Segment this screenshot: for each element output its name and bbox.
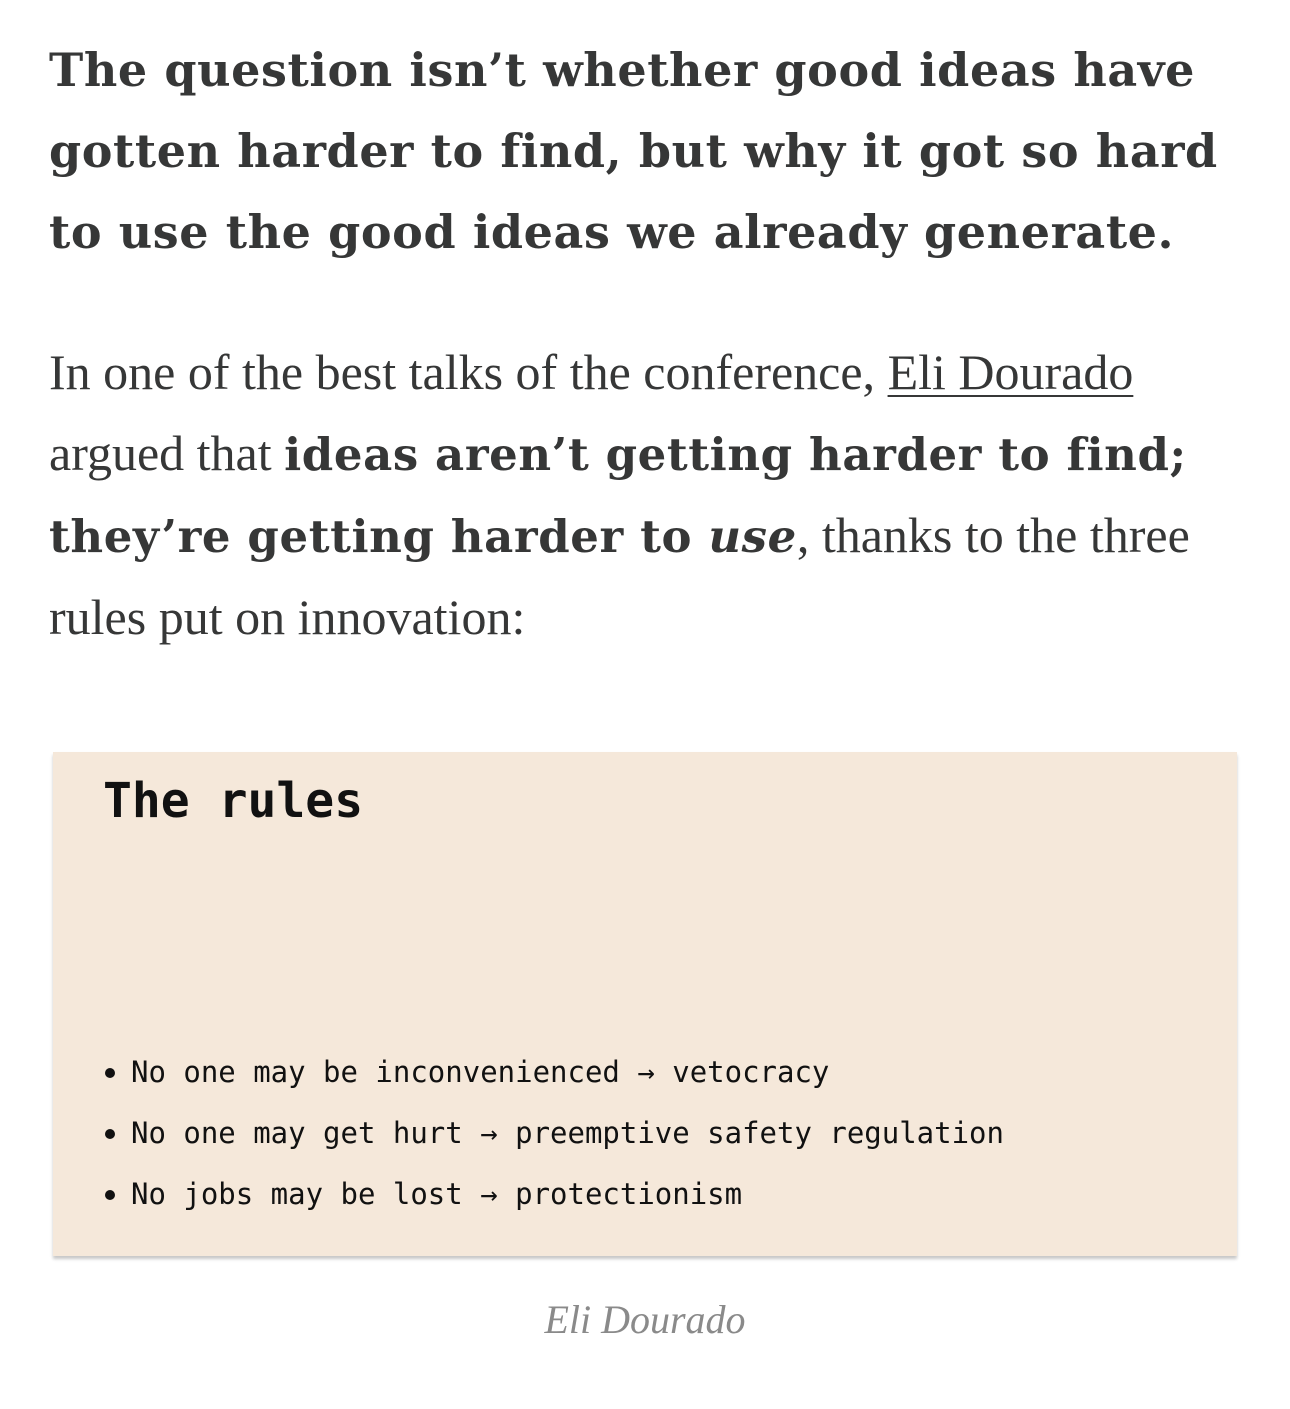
rules-list — [105, 1042, 1004, 1225]
rule-text: No one may be inconvenienced → vetocracy — [131, 1055, 830, 1089]
rule-item — [105, 1103, 1004, 1164]
paragraph-intro: In one of the best talks of the conference, — [49, 344, 888, 400]
paragraph-bold-text: ideas aren’t getting harder to find; they’re getting harder to — [49, 428, 1187, 563]
slide-title: The rules — [103, 773, 364, 829]
rule-item — [105, 1042, 1004, 1103]
paragraph-after-link: argued that — [49, 425, 285, 481]
bullet-icon — [105, 1068, 115, 1078]
figure-caption: Eli Dourado — [544, 1297, 746, 1342]
body-paragraph — [49, 332, 1249, 658]
bullet-icon — [105, 1129, 115, 1139]
paragraph-ending: , thanks to the three rules put on innovation: — [49, 507, 1190, 645]
bullet-icon — [105, 1190, 115, 1200]
rule-item — [105, 1164, 1004, 1225]
slide-image — [53, 752, 1237, 1256]
rule-text: No one may get hurt → preemptive safety regulation — [131, 1116, 1004, 1150]
pull-quote: The question isn’t whether good ideas have gotten harder to find, but why it got so hard to use the good ideas we already generate. — [49, 43, 1218, 259]
paragraph-emphasis-use: use — [708, 510, 797, 563]
rule-text: No jobs may be lost → protectionism — [131, 1177, 743, 1211]
eli-dourado-link[interactable]: Eli Dourado — [887, 344, 1134, 400]
